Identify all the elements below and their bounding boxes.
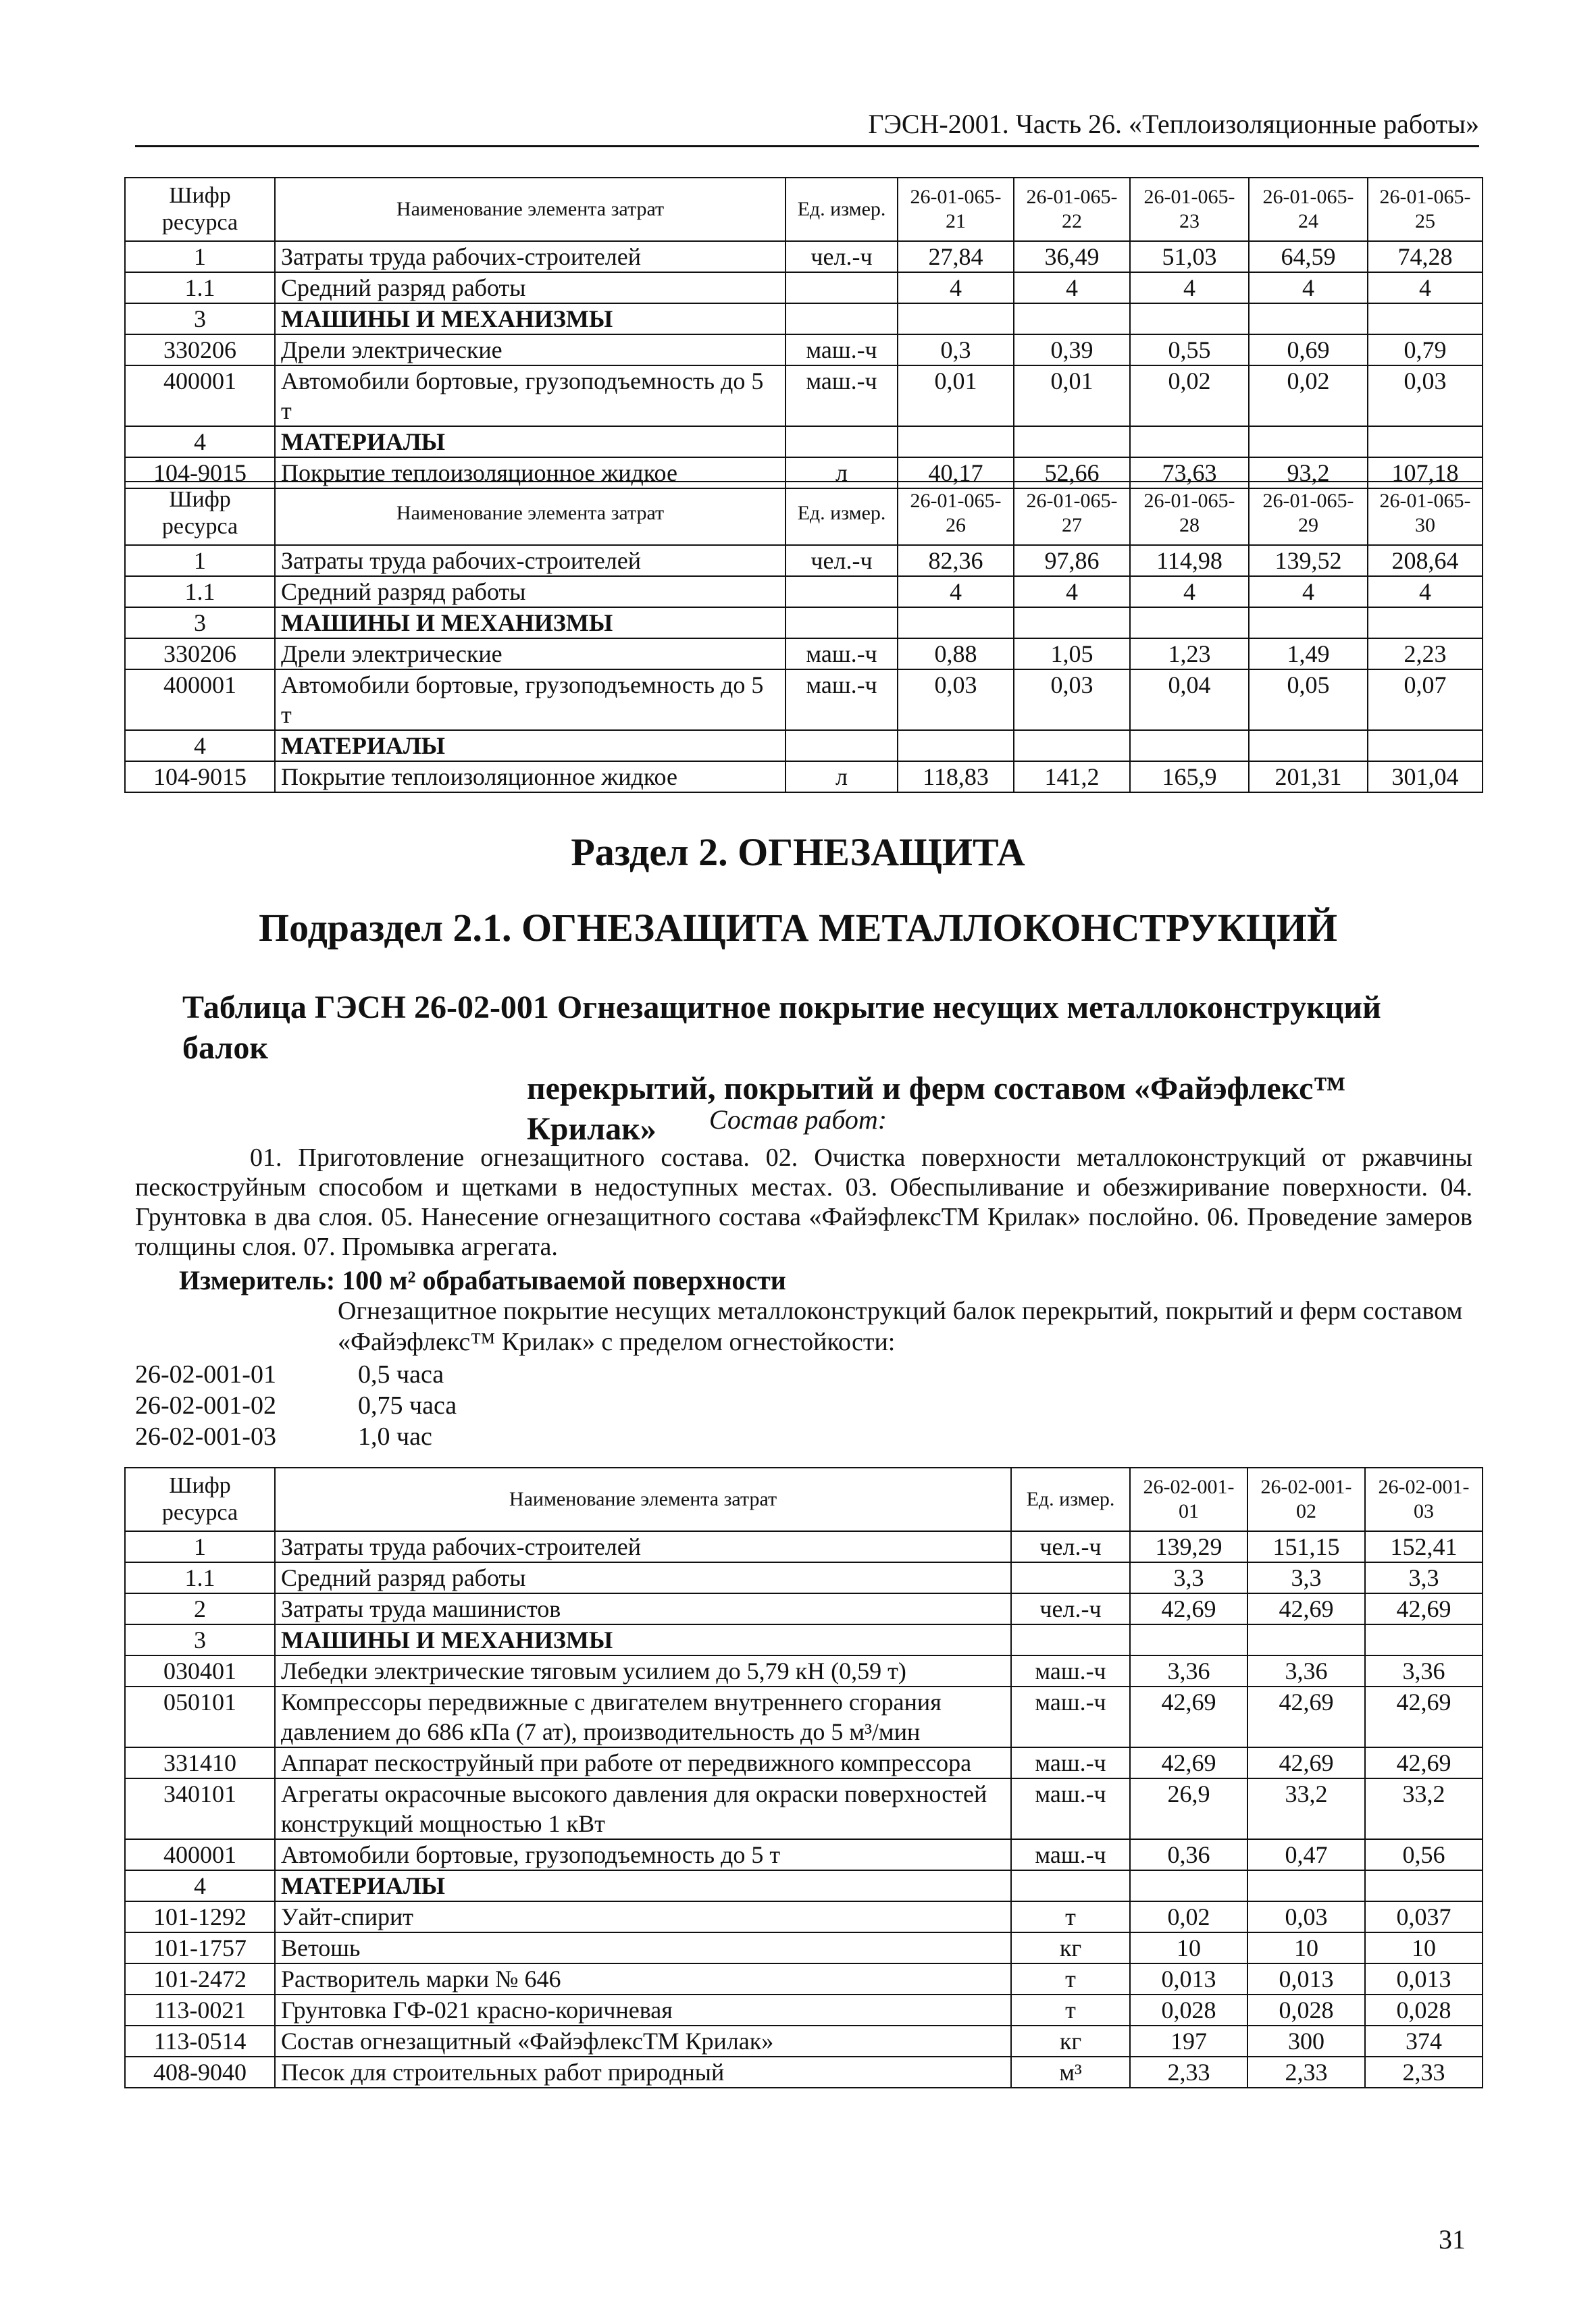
table-title-line: перекрытий, покрытий и ферм составом «Файэфлекс™ [527, 1071, 1346, 1106]
norm-value: 4 [1249, 272, 1368, 303]
norm-value: 4 [1014, 272, 1130, 303]
norm-value [1247, 1870, 1365, 1901]
norm-value: 0,01 [1014, 365, 1130, 426]
norm-value [1249, 607, 1368, 638]
header-name: Наименование элемента затрат [275, 482, 786, 545]
unit [1011, 1562, 1130, 1593]
unit: маш.-ч [1011, 1655, 1130, 1687]
table-row [125, 576, 1483, 607]
norm-value: 0,037 [1365, 1901, 1483, 1932]
resource-code: 1 [125, 1531, 275, 1562]
header-col: 26-02-001-02 [1247, 1468, 1365, 1531]
unit: чел.-ч [786, 545, 898, 576]
cost-element-name: Дрели электрические [275, 334, 786, 365]
norm-value: 165,9 [1130, 761, 1249, 792]
unit: чел.-ч [1011, 1593, 1130, 1624]
resource-code: 400001 [125, 365, 275, 426]
table-row [125, 1747, 1483, 1778]
cost-element-name: Аппарат пескоструйный при работе от передвижного компрессора [275, 1747, 1011, 1778]
resource-table-1 [124, 177, 1483, 489]
unit: м³ [1011, 2057, 1130, 2088]
header-col: 26-01-065-27 [1014, 482, 1130, 545]
table-row [125, 1624, 1483, 1655]
cost-element-name: Ветошь [275, 1932, 1011, 1963]
cost-element-name: Дрели электрические [275, 638, 786, 669]
norm-value: 0,79 [1368, 334, 1483, 365]
unit [786, 576, 898, 607]
resource-code: 1.1 [125, 272, 275, 303]
norm-value: 0,04 [1130, 669, 1249, 730]
norm-value: 42,69 [1247, 1593, 1365, 1624]
norm-value [1130, 303, 1249, 334]
norm-value: 0,39 [1014, 334, 1130, 365]
table-row [125, 1655, 1483, 1687]
resource-code: 1.1 [125, 1562, 275, 1593]
norm-value: 2,33 [1130, 2057, 1247, 2088]
header-col: 26-01-065-24 [1249, 178, 1368, 241]
cost-element-name: Компрессоры передвижные с двигателем внутреннего сгорания давлением до 686 кПа (7 ат), производительность до 5 м³/мин [275, 1687, 1011, 1747]
variant-code: 26-02-001-03 [135, 1422, 276, 1451]
norm-value [1368, 426, 1483, 457]
unit: маш.-ч [786, 638, 898, 669]
norm-value: 197 [1130, 2026, 1247, 2057]
norm-value [1014, 303, 1130, 334]
norm-value: 4 [1130, 272, 1249, 303]
norm-value: 3,36 [1130, 1655, 1247, 1687]
variant-row [135, 1390, 457, 1421]
resource-code: 330206 [125, 334, 275, 365]
cost-element-name: Затраты труда рабочих-строителей [275, 241, 786, 272]
norm-value [1130, 1624, 1247, 1655]
header-unit: Ед. измер. [1011, 1468, 1130, 1531]
norm-value [1249, 730, 1368, 761]
resource-code: 340101 [125, 1778, 275, 1839]
norm-value: 1,49 [1249, 638, 1368, 669]
norm-value: 139,52 [1249, 545, 1368, 576]
norm-value: 82,36 [898, 545, 1014, 576]
norm-value: 42,69 [1130, 1747, 1247, 1778]
table-row [125, 1870, 1483, 1901]
cost-element-name: Агрегаты окрасочные высокого давления для окраски поверхностей конструкций мощностью 1 кВт [275, 1778, 1011, 1839]
norm-value [1365, 1624, 1483, 1655]
resource-code: 4 [125, 426, 275, 457]
header-unit: Ед. измер. [786, 178, 898, 241]
unit: маш.-ч [786, 669, 898, 730]
norm-value [1249, 303, 1368, 334]
resource-code: 3 [125, 303, 275, 334]
cost-element-name: МАТЕРИАЛЫ [275, 426, 786, 457]
norm-value [1368, 730, 1483, 761]
norm-value [1130, 1870, 1247, 1901]
norm-value: 0,02 [1130, 1901, 1247, 1932]
norm-value: 0,03 [1014, 669, 1130, 730]
norm-value: 2,23 [1368, 638, 1483, 669]
unit: маш.-ч [1011, 1747, 1130, 1778]
norm-value: 0,028 [1130, 1995, 1247, 2026]
norm-value: 0,02 [1249, 365, 1368, 426]
unit: л [786, 457, 898, 488]
unit: маш.-ч [1011, 1778, 1130, 1839]
cost-element-name: Затраты труда рабочих-строителей [275, 545, 786, 576]
unit: чел.-ч [1011, 1531, 1130, 1562]
unit: т [1011, 1995, 1130, 2026]
norm-value: 36,49 [1014, 241, 1130, 272]
table-row [125, 1531, 1483, 1562]
header-code: Шифр ресурса [125, 482, 275, 545]
variant-value: 0,75 часа [358, 1391, 457, 1420]
resource-code: 101-2472 [125, 1963, 275, 1995]
table-row [125, 1839, 1483, 1870]
composition-label: Состав работ: [709, 1104, 887, 1135]
resource-code: 1 [125, 241, 275, 272]
norm-value: 40,17 [898, 457, 1014, 488]
table-row [125, 2026, 1483, 2057]
header-col: 26-02-001-01 [1130, 1468, 1247, 1531]
unit [1011, 1624, 1130, 1655]
norm-value: 0,013 [1247, 1963, 1365, 1995]
norm-value: 3,3 [1247, 1562, 1365, 1593]
resource-code: 330206 [125, 638, 275, 669]
resource-table-3 [124, 1467, 1483, 2088]
unit: маш.-ч [1011, 1839, 1130, 1870]
cost-element-name: Состав огнезащитный «ФайэфлексТМ Крилак» [275, 2026, 1011, 2057]
norm-value: 3,36 [1365, 1655, 1483, 1687]
resource-code: 1.1 [125, 576, 275, 607]
resource-code: 3 [125, 1624, 275, 1655]
norm-value [898, 607, 1014, 638]
table-row [125, 669, 1483, 730]
table-row [125, 1963, 1483, 1995]
unit: т [1011, 1963, 1130, 1995]
cost-element-name: Средний разряд работы [275, 1562, 1011, 1593]
table-body [125, 1531, 1483, 2088]
header-col: 26-01-065-28 [1130, 482, 1249, 545]
norm-value: 0,56 [1365, 1839, 1483, 1870]
variant-row [135, 1359, 457, 1390]
norm-value: 3,3 [1365, 1562, 1483, 1593]
unit: маш.-ч [786, 365, 898, 426]
norm-value: 0,88 [898, 638, 1014, 669]
resource-table-2 [124, 481, 1483, 793]
norm-value [1014, 730, 1130, 761]
norm-value: 118,83 [898, 761, 1014, 792]
cost-element-name: Затраты труда машинистов [275, 1593, 1011, 1624]
norm-value: 139,29 [1130, 1531, 1247, 1562]
unit [786, 607, 898, 638]
norm-value: 0,69 [1249, 334, 1368, 365]
cost-element-name: МАШИНЫ И МЕХАНИЗМЫ [275, 1624, 1011, 1655]
cost-element-name: Автомобили бортовые, грузоподъемность до 5 т [275, 669, 786, 730]
cost-element-name: Средний разряд работы [275, 576, 786, 607]
norm-value: 64,59 [1249, 241, 1368, 272]
norm-value [1368, 607, 1483, 638]
resource-code: 104-9015 [125, 457, 275, 488]
norm-value: 141,2 [1014, 761, 1130, 792]
norm-value: 152,41 [1365, 1531, 1483, 1562]
variant-list [135, 1359, 457, 1452]
norm-value: 10 [1365, 1932, 1483, 1963]
header-name: Наименование элемента затрат [275, 178, 786, 241]
meter: Измеритель: 100 м² обрабатываемой поверхности [179, 1265, 786, 1295]
variant-code: 26-02-001-01 [135, 1360, 276, 1389]
unit [786, 730, 898, 761]
table-row [125, 1901, 1483, 1932]
norm-value: 374 [1365, 2026, 1483, 2057]
resource-code: 4 [125, 1870, 275, 1901]
header-col: 26-01-065-22 [1014, 178, 1130, 241]
header-col: 26-01-065-25 [1368, 178, 1483, 241]
unit: чел.-ч [786, 241, 898, 272]
norm-value: 0,3 [898, 334, 1014, 365]
cost-element-name: Грунтовка ГФ-021 красно-коричневая [275, 1995, 1011, 2026]
norm-value: 42,69 [1365, 1593, 1483, 1624]
norm-value: 300 [1247, 2026, 1365, 2057]
norm-value: 4 [898, 272, 1014, 303]
table-row [125, 730, 1483, 761]
cost-element-name: Автомобили бортовые, грузоподъемность до 5 т [275, 365, 786, 426]
resource-code: 400001 [125, 669, 275, 730]
norm-value: 0,028 [1247, 1995, 1365, 2026]
unit [786, 272, 898, 303]
variant-row [135, 1421, 457, 1452]
norm-value: 3,3 [1130, 1562, 1247, 1593]
header-col: 26-01-065-29 [1249, 482, 1368, 545]
norm-value: 0,03 [898, 669, 1014, 730]
norm-value: 27,84 [898, 241, 1014, 272]
norm-value: 0,47 [1247, 1839, 1365, 1870]
norm-value [898, 303, 1014, 334]
cost-element-name: МАТЕРИАЛЫ [275, 1870, 1011, 1901]
table-body [125, 241, 1483, 488]
page-number: 31 [1439, 2224, 1466, 2255]
norm-value: 0,02 [1130, 365, 1249, 426]
norm-value: 10 [1130, 1932, 1247, 1963]
norm-value: 4 [1368, 576, 1483, 607]
norm-value: 0,01 [898, 365, 1014, 426]
norm-value: 1,23 [1130, 638, 1249, 669]
table-row [125, 607, 1483, 638]
cost-element-name: Растворитель марки № 646 [275, 1963, 1011, 1995]
norm-value [898, 426, 1014, 457]
table-body [125, 545, 1483, 792]
norm-value: 42,69 [1247, 1747, 1365, 1778]
table-row [125, 1995, 1483, 2026]
header-code: Шифр ресурса [125, 178, 275, 241]
resource-code: 4 [125, 730, 275, 761]
norm-value: 4 [1249, 576, 1368, 607]
norm-value: 42,69 [1365, 1687, 1483, 1747]
cost-element-name: Средний разряд работы [275, 272, 786, 303]
resource-code: 104-9015 [125, 761, 275, 792]
table-title-line: Крилак» [527, 1111, 657, 1147]
cost-element-name: Лебедки электрические тяговым усилием до 5,79 кН (0,59 т) [275, 1655, 1011, 1687]
norm-value: 4 [1368, 272, 1483, 303]
table-title-line: Таблица ГЭСН 26-02-001 Огнезащитное покрытие несущих металлоконструкций балок [182, 989, 1381, 1066]
norm-value: 42,69 [1130, 1687, 1247, 1747]
cost-element-name: Покрытие теплоизоляционное жидкое [275, 761, 786, 792]
norm-value: 208,64 [1368, 545, 1483, 576]
resource-code: 113-0514 [125, 2026, 275, 2057]
unit: т [1011, 1901, 1130, 1932]
norm-value: 0,028 [1365, 1995, 1483, 2026]
norm-value: 0,03 [1247, 1901, 1365, 1932]
table-row [125, 303, 1483, 334]
norm-value: 2,33 [1247, 2057, 1365, 2088]
norm-value: 42,69 [1130, 1593, 1247, 1624]
table-row [125, 761, 1483, 792]
norm-value: 201,31 [1249, 761, 1368, 792]
norm-value: 3,36 [1247, 1655, 1365, 1687]
header-col: 26-01-065-26 [898, 482, 1014, 545]
header-col: 26-02-001-03 [1365, 1468, 1483, 1531]
norm-value: 4 [1130, 576, 1249, 607]
table-row [125, 545, 1483, 576]
norm-value [898, 730, 1014, 761]
norm-value: 26,9 [1130, 1778, 1247, 1839]
norm-value: 2,33 [1365, 2057, 1483, 2088]
cost-element-name: МАШИНЫ И МЕХАНИЗМЫ [275, 607, 786, 638]
norm-value: 0,013 [1365, 1963, 1483, 1995]
norm-value: 0,013 [1130, 1963, 1247, 1995]
unit: маш.-ч [1011, 1687, 1130, 1747]
norm-value [1249, 426, 1368, 457]
norm-value: 52,66 [1014, 457, 1130, 488]
variant-value: 0,5 часа [358, 1360, 444, 1389]
resource-code: 2 [125, 1593, 275, 1624]
norm-value: 97,86 [1014, 545, 1130, 576]
norm-value [1130, 730, 1249, 761]
norm-value: 74,28 [1368, 241, 1483, 272]
norm-value [1368, 303, 1483, 334]
norm-value: 151,15 [1247, 1531, 1365, 1562]
norm-value [1130, 607, 1249, 638]
norm-value: 10 [1247, 1932, 1365, 1963]
table-row [125, 1687, 1483, 1747]
norm-value [1130, 426, 1249, 457]
resource-code: 1 [125, 545, 275, 576]
resource-code: 400001 [125, 1839, 275, 1870]
cost-element-name: Затраты труда рабочих-строителей [275, 1531, 1011, 1562]
table-row [125, 638, 1483, 669]
table-row [125, 2057, 1483, 2088]
norm-value: 51,03 [1130, 241, 1249, 272]
unit: кг [1011, 1932, 1130, 1963]
cost-element-name: МАШИНЫ И МЕХАНИЗМЫ [275, 303, 786, 334]
variant-code: 26-02-001-02 [135, 1391, 276, 1420]
norm-value [1014, 607, 1130, 638]
resource-code: 113-0021 [125, 1995, 275, 2026]
unit [786, 426, 898, 457]
table-row [125, 241, 1483, 272]
section-title: Раздел 2. ОГНЕЗАЩИТА [571, 830, 1025, 874]
unit: кг [1011, 2026, 1130, 2057]
table-row [125, 1593, 1483, 1624]
header-col: 26-01-065-21 [898, 178, 1014, 241]
unit: маш.-ч [786, 334, 898, 365]
header-name: Наименование элемента затрат [275, 1468, 1011, 1531]
norm-value: 33,2 [1365, 1778, 1483, 1839]
norm-value: 301,04 [1368, 761, 1483, 792]
table-row [125, 1562, 1483, 1593]
norm-value: 0,55 [1130, 334, 1249, 365]
norm-value: 0,36 [1130, 1839, 1247, 1870]
cost-element-name: Уайт-спирит [275, 1901, 1011, 1932]
resource-code: 050101 [125, 1687, 275, 1747]
cost-element-name: Автомобили бортовые, грузоподъемность до 5 т [275, 1839, 1011, 1870]
cost-element-name: Покрытие теплоизоляционное жидкое [275, 457, 786, 488]
table-row [125, 426, 1483, 457]
norm-value: 0,05 [1249, 669, 1368, 730]
resource-code: 101-1757 [125, 1932, 275, 1963]
table-row [125, 272, 1483, 303]
norm-value: 0,07 [1368, 669, 1483, 730]
cost-element-name: МАТЕРИАЛЫ [275, 730, 786, 761]
work-description: 01. Приготовление огнезащитного состава. 02. Очистка поверхности металлоконструкций от ржавчины пескоструйным способом и щетками в недоступных местах. 03. Обеспыливание и обезжиривание поверхности. 04. Грунтовка в два слоя. 05. Нанесение огнезащитного состава «ФайэфлексТМ Крилак» послойно. 06. Проведение замеров толщины слоя. 07. Промывка агрегата. [135, 1143, 1472, 1261]
norm-value: 42,69 [1247, 1687, 1365, 1747]
table-row [125, 1932, 1483, 1963]
unit [786, 303, 898, 334]
variant-value: 1,0 час [358, 1422, 432, 1451]
resource-code: 331410 [125, 1747, 275, 1778]
norm-value: 73,63 [1130, 457, 1249, 488]
running-header: ГЭСН-2001. Часть 26. «Теплоизоляционные работы» [135, 108, 1479, 147]
table-row [125, 1778, 1483, 1839]
cost-element-name: Песок для строительных работ природный [275, 2057, 1011, 2088]
subsection-title: Подраздел 2.1. ОГНЕЗАЩИТА МЕТАЛЛОКОНСТРУКЦИЙ [259, 906, 1337, 950]
table-row [125, 365, 1483, 426]
table-row [125, 334, 1483, 365]
norm-value [1014, 426, 1130, 457]
norm-value: 107,18 [1368, 457, 1483, 488]
norm-value: 4 [1014, 576, 1130, 607]
resource-code: 101-1292 [125, 1901, 275, 1932]
resource-code: 408-9040 [125, 2057, 275, 2088]
norm-value: 4 [898, 576, 1014, 607]
header-unit: Ед. измер. [786, 482, 898, 545]
norm-value: 114,98 [1130, 545, 1249, 576]
header-code: Шифр ресурса [125, 1468, 275, 1531]
header-col: 26-01-065-23 [1130, 178, 1249, 241]
norm-value: 0,03 [1368, 365, 1483, 426]
resource-code: 3 [125, 607, 275, 638]
unit: л [786, 761, 898, 792]
norm-value: 33,2 [1247, 1778, 1365, 1839]
header-col: 26-01-065-30 [1368, 482, 1483, 545]
norm-value [1365, 1870, 1483, 1901]
norm-value: 93,2 [1249, 457, 1368, 488]
norm-value: 42,69 [1365, 1747, 1483, 1778]
variant-note: Огнезащитное покрытие несущих металлоконструкций балок перекрытий, покрытий и ферм составом «Файэфлекс™ Крилак» с пределом огнестойкости: [338, 1297, 1463, 1356]
resource-code: 030401 [125, 1655, 275, 1687]
norm-value [1247, 1624, 1365, 1655]
unit [1011, 1870, 1130, 1901]
norm-value: 1,05 [1014, 638, 1130, 669]
